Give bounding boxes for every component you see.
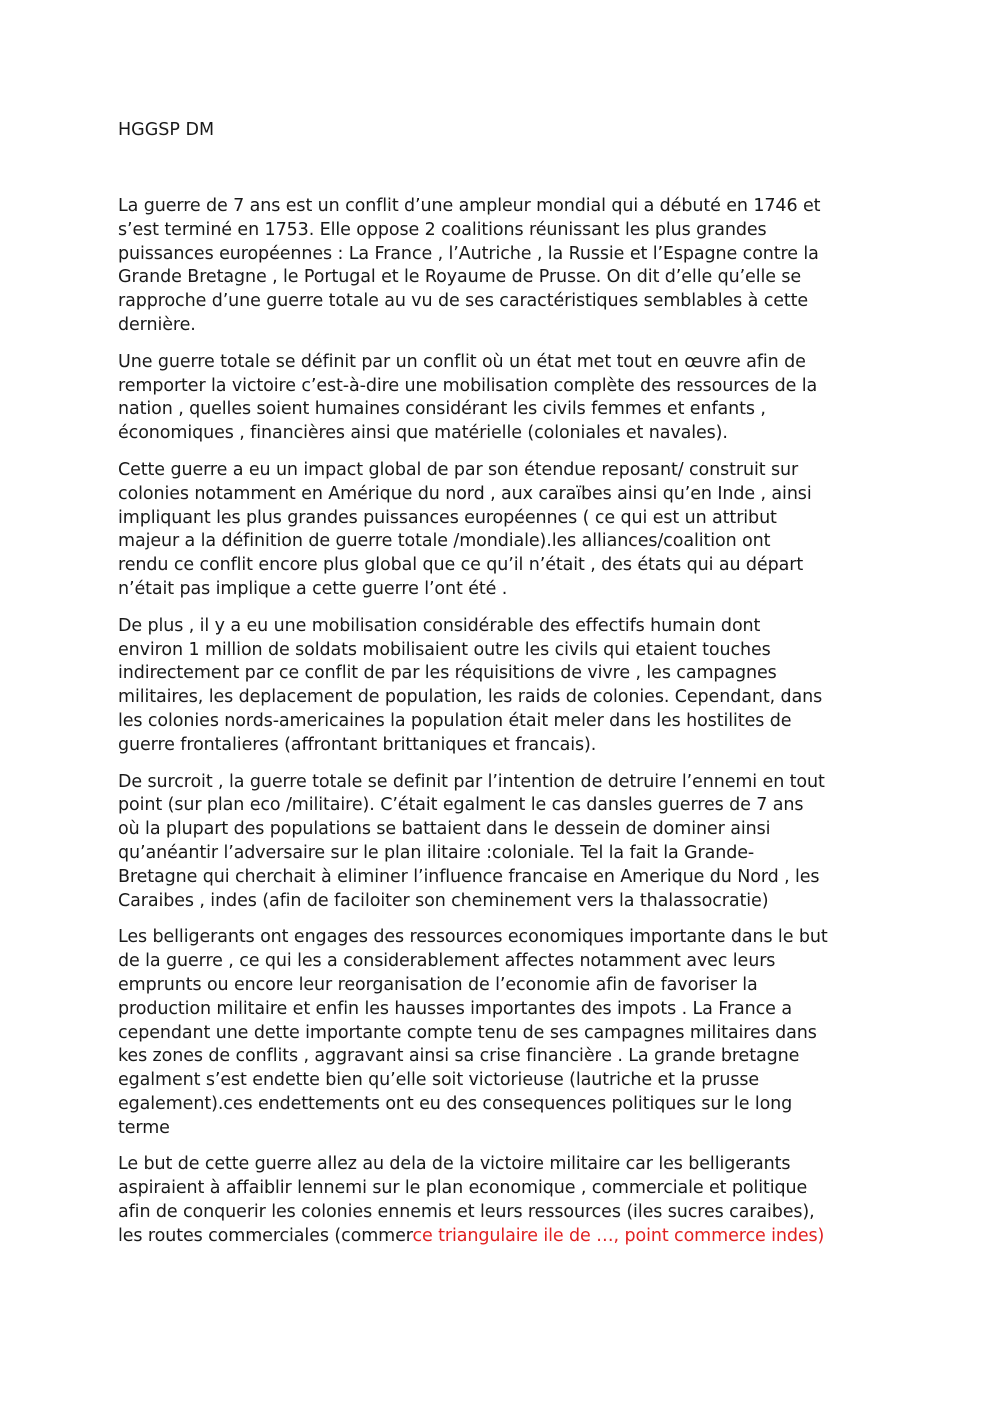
- text-line: nation , quelles soient humaines considérant les civils femmes et enfants ,: [118, 399, 766, 420]
- text-line: remporter la victoire c’est-à-dire une mobilisation complète des ressources de la: [118, 375, 818, 396]
- text-line: Grande Bretagne , le Portugal et le Royaume de Prusse. On dit d’elle qu’elle se: [118, 267, 802, 288]
- paragraph-intro: [118, 195, 878, 338]
- text-line: La guerre de 7 ans est un conflit d’une ampleur mondial qui a débuté en 1746 et: [118, 196, 821, 216]
- text-line: Les belligerants ont engages des ressources economiques importante dans le but: [118, 927, 828, 948]
- paragraph-definition: [118, 351, 878, 446]
- text-line: puissances européennes : La France , l’Autriche , la Russie et l’Espagne contre la: [118, 243, 819, 264]
- paragraph-economy: [118, 926, 878, 1140]
- text-line: point (sur plan eco /militaire). C’était egalment le cas dansles guerres de 7 ans: [118, 795, 804, 816]
- text-line: dernière.: [118, 314, 196, 335]
- final-line-black-text: les routes commerciales (commer: [118, 1225, 413, 1246]
- text-line: rapproche d’une guerre totale au vu de ses caractéristiques semblables à cette: [118, 291, 809, 312]
- text-line: colonies notamment en Amérique du nord , aux caraïbes ainsi qu’en Inde , ainsi: [118, 483, 812, 504]
- text-line: environ 1 million de soldats mobilisaient outre les civils qui etaient touches: [118, 639, 771, 660]
- paragraph-global-impact: [118, 459, 878, 602]
- text-line: où la plupart des populations se battaient dans le dessein de dominer ainsi: [118, 819, 771, 840]
- text-line: militaires, les deplacement de population, les raids de colonies. Cependant, dans: [118, 687, 823, 708]
- text-line: Une guerre totale se définit par un conflit où un état met tout en œuvre afin de: [118, 351, 806, 372]
- text-line: indirectement par ce conflit de par les réquisitions de vivre , les campagnes: [118, 663, 777, 684]
- text-line: terme: [118, 1117, 170, 1138]
- text-line: guerre frontalieres (affrontant brittaniques et francais).: [118, 734, 597, 755]
- text-line: production militaire et enfin les hausses importantes des impots . La France a: [118, 998, 792, 1019]
- document-page: [118, 118, 878, 1262]
- text-line: egalement).ces endettements ont eu des consequences politiques sur le long: [118, 1093, 793, 1114]
- text-line: Le but de cette guerre allez au dela de la victoire militaire car les belligerants: [118, 1154, 791, 1175]
- text-line: impliquant les plus grandes puissances européennes ( ce qui est un attribut: [118, 507, 777, 528]
- paragraph-mobilisation: [118, 615, 878, 758]
- text-line: afin de conquerir les colonies ennemis et leurs ressources (iles sucres caraibes),: [118, 1202, 815, 1223]
- text-line: n’était pas implique a cette guerre l’ont été .: [118, 578, 508, 599]
- text-line: majeur a la définition de guerre totale /mondiale).les alliances/coalition ont: [118, 531, 771, 552]
- text-line: De plus , il y a eu une mobilisation considérable des effectifs humain dont: [118, 615, 761, 636]
- text-line: rendu ce conflit encore plus global que ce qu’il n’était , des états qui au départ: [118, 555, 804, 576]
- text-line: kes zones de conflits , aggravant ainsi sa crise financière . La grande bretagne: [118, 1046, 800, 1067]
- paragraph-war-aims: [118, 1153, 878, 1248]
- text-line: économiques , financières ainsi que matérielle (coloniales et navales).: [118, 423, 728, 444]
- document-title: HGGSP DM: [118, 120, 215, 140]
- text-line: Bretagne qui cherchait à eliminer l’influence francaise en Amerique du Nord , les: [118, 866, 820, 887]
- text-line: egalment s’est endette bien qu’elle soit victorieuse (lautriche et la prusse: [118, 1070, 760, 1091]
- text-line: De surcroit , la guerre totale se definit par l’intention de detruire l’ennemi en tout: [118, 771, 825, 792]
- text-line: de la guerre , ce qui les a considerablement affectes notamment avec leurs: [118, 951, 776, 972]
- text-line: Caraibes , indes (afin de faciloiter son cheminement vers la thalassocratie): [118, 890, 769, 911]
- text-line: les colonies nords-americaines la population était meler dans les hostilites de: [118, 710, 792, 731]
- final-line-red-text: ce triangulaire ile de …, point commerce indes): [412, 1225, 825, 1246]
- text-line-final: [118, 1225, 878, 1249]
- text-line: qu’anéantir l’adversaire sur le plan ilitaire :coloniale. Tel la fait la Grande-: [118, 842, 755, 863]
- text-line: Cette guerre a eu un impact global de par son étendue reposant/ construit sur: [118, 459, 799, 480]
- text-line: cependant une dette importante compte tenu de ses campagnes militaires dans: [118, 1022, 817, 1043]
- text-line: aspiraient à affaiblir lennemi sur le plan economique , commerciale et politique: [118, 1178, 808, 1199]
- text-line: s’est terminé en 1753. Elle oppose 2 coalitions réunissant les plus grandes: [118, 219, 767, 240]
- text-line: emprunts ou encore leur reorganisation de l’economie afin de favoriser la: [118, 974, 758, 995]
- paragraph-destruction: [118, 771, 878, 914]
